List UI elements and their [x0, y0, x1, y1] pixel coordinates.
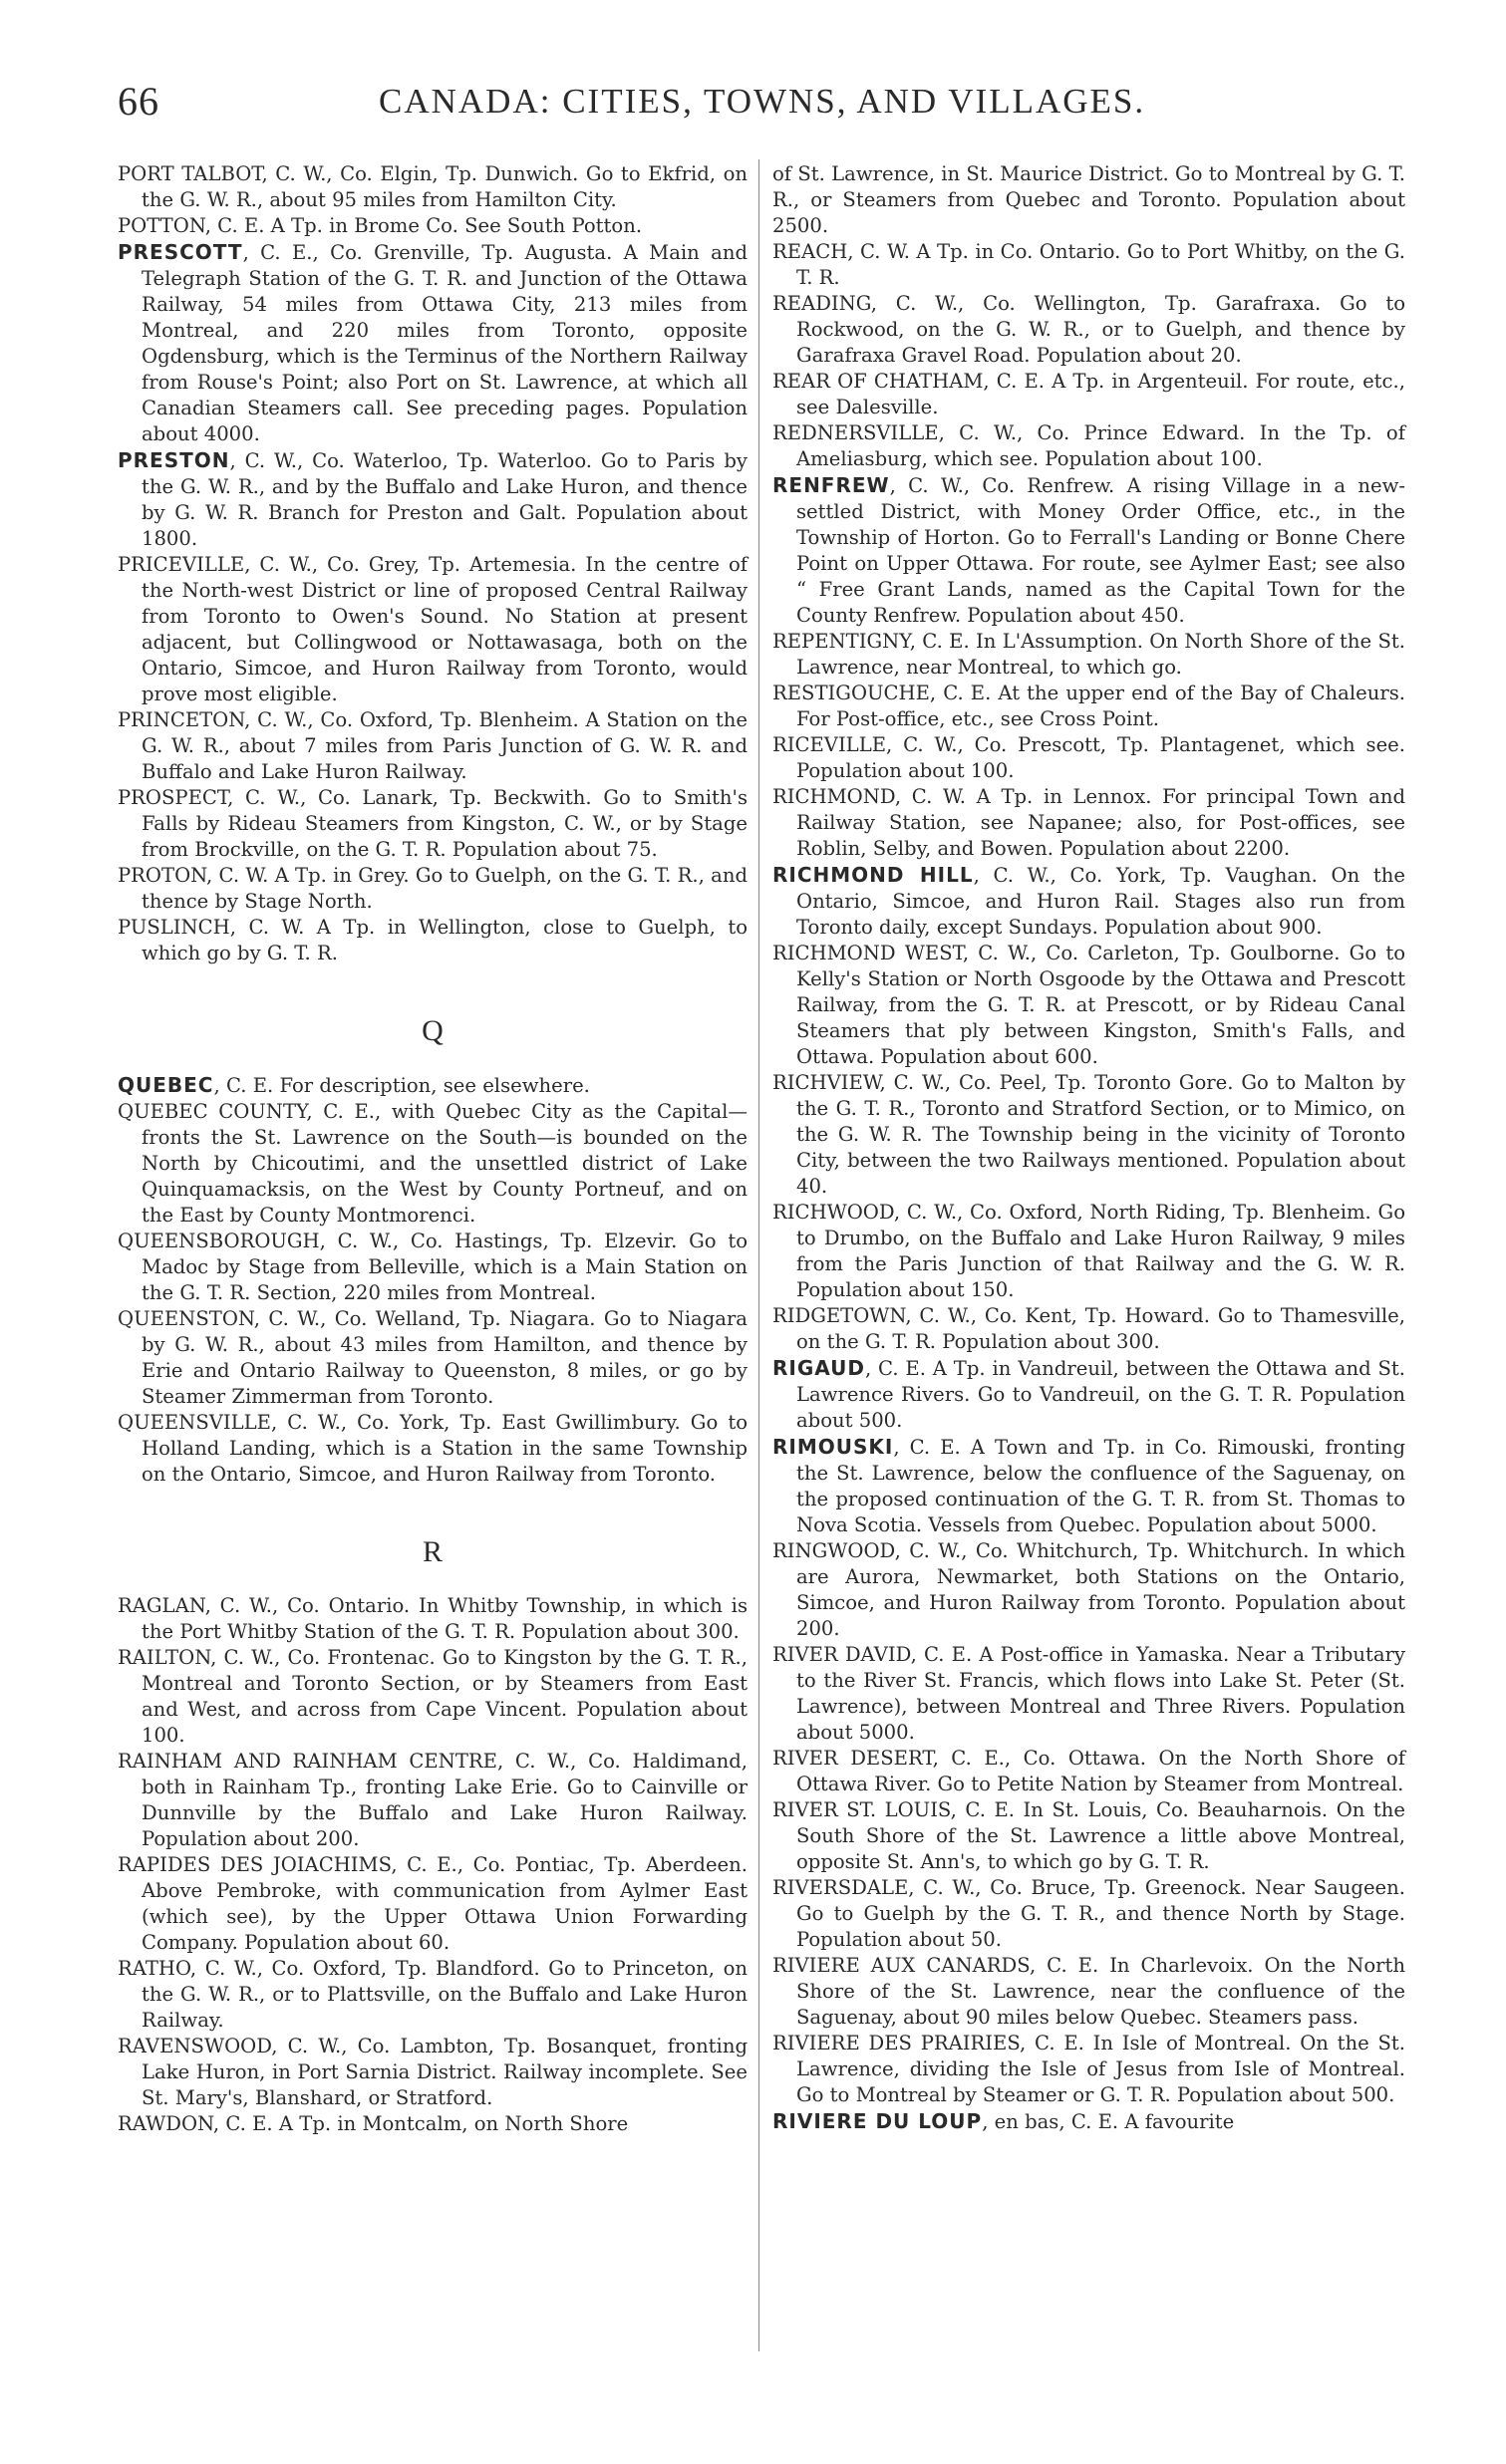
entry-place-name: RIVER DESERT — [772, 1747, 933, 1770]
gazetteer-entry — [118, 1410, 748, 1488]
gazetteer-entry — [772, 1953, 1405, 2031]
entry-description: , C. E. In L'Assumption. On North Shore of the St. Lawrence, near Montreal, to which go. — [796, 630, 1405, 679]
entry-description: , C. E. In Isle of Montreal. On the St. Lawrence, dividing the Isle of Jesus from Isle of Montreal. Go to Montreal by Steamer or G. T. R. Population about 500. — [796, 2032, 1406, 2106]
entry-place-name: RIVIERE AUX CANARDS — [772, 1954, 1030, 1977]
entry-place-name: RIVERSDALE — [772, 1876, 909, 1899]
entry-description: , C. W., Co. Grey, Tp. Artemesia. In the centre of the North-west District or line of proposed Central Railway from Toronto to Owen's Sound. No Station at present adjacent, but Collingwood or Nottawasaga, both on the Ontario, Simcoe, and Huron Railway from Toronto, would prove most eligible. — [142, 553, 748, 705]
gazetteer-entry — [772, 1303, 1405, 1355]
entry-place-name: RICHWOOD — [772, 1201, 894, 1224]
gazetteer-entry — [118, 1593, 748, 1645]
gazetteer-entry — [772, 1875, 1405, 1953]
entry-place-name: RICHMOND HILL — [772, 863, 974, 887]
entry-place-name: READING — [772, 292, 871, 315]
entry-place-name: RIDGETOWN — [772, 1304, 906, 1327]
page-header — [118, 78, 1413, 128]
gazetteer-entry — [772, 2108, 1405, 2135]
entry-description: , C. E. In Charlevoix. On the North Shore of the St. Lawrence, near the confluence of the Saguenay, about 90 miles below Quebec. Steamers pass. — [796, 1954, 1405, 2029]
gazetteer-entry — [118, 1306, 748, 1410]
entry-place-name: RICHMOND — [772, 785, 895, 808]
gazetteer-entry — [118, 1852, 748, 1956]
entries-q — [118, 1072, 748, 1488]
gazetteer-entry — [772, 369, 1405, 420]
entry-place-name: RESTIGOUCHE — [772, 682, 930, 704]
gazetteer-entry — [118, 1956, 748, 2034]
entry-place-name: REPENTIGNY — [772, 630, 910, 653]
gazetteer-entry — [118, 552, 748, 707]
entry-place-name: QUEENSVILLE — [118, 1411, 271, 1434]
section-letter-q: Q — [422, 1014, 444, 1047]
left-column — [118, 161, 748, 2137]
entry-place-name: RICHVIEW — [772, 1071, 880, 1094]
entry-place-name: RAPIDES DES JOIACHIMS — [118, 1853, 392, 1876]
entry-description: , C. W., Co. Frontenac. Go to Kingston by the G. T. R., Montreal and Toronto Section, or by Steamers from East and West, and across from Cape Vincent. Population about 100. — [142, 1646, 748, 1747]
gazetteer-entry — [772, 420, 1405, 472]
gazetteer-entry — [118, 213, 748, 239]
gazetteer-entry — [118, 915, 748, 966]
entry-place-name: RAWDON — [118, 2112, 213, 2135]
entry-place-name: PROSPECT — [118, 786, 228, 809]
entry-description: , C. E., Co. Grenville, Tp. Augusta. A Main and Telegraph Station of the G. T. R. and Junction of the Ottawa Railway, 54 miles from Ottawa City, 213 miles from Montreal, and 220 miles from Toronto, opposite Ogdensburg, which is the Terminus of the Northern Railway from Rouse's Point; also Port on St. Lawrence, at which all Canadian Steamers call. See preceding pages. Population about 4000. — [142, 241, 748, 445]
gazetteer-entry — [772, 1538, 1405, 1642]
entry-description: , C. W. A Tp. in Co. Ontario. Go to Port Whitby, on the G. T. R. — [796, 240, 1405, 289]
gazetteer-entry — [118, 161, 748, 213]
entry-description: , en bas, C. E. A favourite — [982, 2110, 1235, 2133]
entry-place-name: POTTON — [118, 214, 205, 237]
gazetteer-entry — [772, 1200, 1405, 1303]
entry-description: , C. W. A Tp. in Wellington, close to Guelph, to which go by G. T. R. — [142, 916, 748, 964]
entry-place-name: RENFREW — [772, 473, 890, 497]
entry-description: , C. W., Co. Elgin, Tp. Dunwich. Go to Ekfrid, on the G. W. R., about 95 miles from Hamilton City. — [142, 162, 748, 211]
gazetteer-entry — [118, 785, 748, 863]
entry-place-name: RIVER ST. LOUIS — [772, 1798, 951, 1821]
gazetteer-entry — [772, 472, 1405, 629]
entry-place-name: RIGAUD — [772, 1356, 865, 1380]
gazetteer-entry — [118, 239, 748, 447]
gazetteer-entry — [118, 1099, 748, 1229]
entry-description: , C. W., Co. Wellington, Tp. Garafraxa. Go to Rockwood, on the G. W. R., or to Guelph, and thence by Garafraxa Gravel Road. Population about 20. — [796, 292, 1405, 367]
entry-place-name: PROTON — [118, 864, 207, 887]
gazetteer-entry — [118, 1229, 748, 1306]
entry-description: , C. W., Co. Renfrew. A rising Village in a new-settled District, with Money Order Office, etc., in the Township of Horton. Go to Ferrall's Landing or Bonne Chere Point on Upper Ottawa. For route, see Aylmer East; see also “ Free Grant Lands, named as the Capital Town for the County Renfrew. Population about 450. — [796, 474, 1405, 627]
entry-description: , C. E., Co. Pontiac, Tp. Aberdeen. Above Pembroke, with communication from Aylmer East (which see), by the Upper Ottawa Union Forwarding Company. Population about 60. — [142, 1853, 748, 1954]
section-letter-r: R — [422, 1535, 443, 1568]
entry-description: , C. W., Co. Oxford, North Riding, Tp. Blenheim. Go to Drumbo, on the Buffalo and Lake Huron Railway, 9 miles from the Paris Junction of that Railway and the G. W. R. Population about 150. — [796, 1201, 1405, 1301]
entry-description: , C. W., Co. Bruce, Tp. Greenock. Near Saugeen. Go to Guelph by the G. T. R., and thence North by Stage. Population about 50. — [796, 1876, 1405, 1951]
right-column — [772, 161, 1405, 2135]
entry-description: , C. W., Co. Ontario. In Whitby Township, in which is the Port Whitby Station of the G. T. R. Population about 300. — [142, 1594, 748, 1643]
entry-description: , C. E., with Quebec City as the Capital—fronts the St. Lawrence on the South—is bounded on the North by Chicoutimi, and the unsettled district of Lake Quinquamacksis, on the West by County Portneuf, and on the East by County Montmorenci. — [142, 1100, 748, 1227]
entry-description: , C. E. In St. Louis, Co. Beauharnois. On the South Shore of the St. Lawrence a little above Montreal, opposite St. Ann's, to which go by G. T. R. — [796, 1798, 1406, 1873]
page-number: 66 — [118, 79, 159, 124]
entry-place-name: QUEBEC — [118, 1073, 214, 1097]
gazetteer-entry — [772, 681, 1405, 732]
entry-description: , C. W., Co. Oxford, Tp. Blandford. Go to Princeton, on the G. W. R., or to Plattsville, on the Buffalo and Lake Huron Railway. — [142, 1957, 748, 2032]
entry-place-name: REACH — [772, 240, 848, 263]
gazetteer-entry — [772, 1642, 1405, 1746]
entry-place-name: RAGLAN — [118, 1594, 205, 1617]
entry-description: , C. W., Co. Prescott, Tp. Plantagenet, which see. Population about 100. — [796, 733, 1405, 782]
gazetteer-entry — [772, 629, 1405, 681]
entry-place-name: RIVIERE DU LOUP — [772, 2109, 983, 2133]
entry-place-name: RIVER DAVID — [772, 1643, 911, 1666]
gazetteer-entry — [772, 732, 1405, 784]
entries-p — [118, 161, 748, 966]
gazetteer-entry — [772, 1355, 1405, 1434]
entry-place-name: QUEENSBOROUGH — [118, 1230, 320, 1252]
entry-place-name: PORT TALBOT — [118, 162, 262, 185]
entry-place-name: PUSLINCH — [118, 916, 230, 939]
entry-place-name: RAVENSWOOD — [118, 2035, 272, 2057]
entries-right — [772, 239, 1405, 2135]
gazetteer-entry — [118, 1072, 748, 1099]
entry-place-name: REAR OF CHATHAM — [772, 370, 984, 393]
entry-place-name: RIVIERE DES PRAIRIES — [772, 2032, 1021, 2054]
entry-place-name: RIMOUSKI — [772, 1435, 894, 1459]
entry-description: , C. W., Co. Whitchurch, Tp. Whitchurch. In which are Aurora, Newmarket, both Stations on the Ontario, Simcoe, and Huron Railway from Toronto. Population about 200. — [796, 1539, 1405, 1640]
gazetteer-entry — [772, 941, 1405, 1070]
gazetteer-entry — [772, 2031, 1405, 2108]
entries-r — [118, 1593, 748, 2137]
entry-place-name: RICHMOND WEST — [772, 942, 963, 964]
entry-description: , C. E. A Post-office in Yamaska. Near a Tributary to the River St. Francis, which flows into Lake St. Peter (St. Lawrence), between Montreal and Three Rivers. Population about 5000. — [796, 1643, 1405, 1744]
gazetteer-entry — [772, 1434, 1405, 1538]
entry-description: , C. W., Co. Peel, Tp. Toronto Gore. Go to Malton by the G. T. R., Toronto and Stratford Section, or to Mimico, on the G. W. R. The Township being in the vicinity of Toronto City, between the two Railways mentioned. Population about 40. — [796, 1071, 1405, 1198]
entry-place-name: PRINCETON — [118, 708, 245, 731]
entry-description: , C. W., Co. York, Tp. Vaughan. On the Ontario, Simcoe, and Huron Rail. Stages also run from Toronto daily, except Sundays. Population about 900. — [796, 864, 1405, 939]
entry-description: , C. W., Co. York, Tp. East Gwillimbury. Go to Holland Landing, which is a Station in the same Township on the Ontario, Simcoe, and Huron Railway from Toronto. — [142, 1411, 748, 1486]
gazetteer-entry — [118, 707, 748, 785]
continued-entry-text: of St. Lawrence, in St. Maurice District. Go to Montreal by G. T. R., or Steamers from Quebec and Toronto. Population about 2500. — [772, 162, 1405, 237]
gazetteer-entry — [118, 1749, 748, 1852]
entry-description: , C. E., Co. Ottawa. On the North Shore of Ottawa River. Go to Petite Nation by Steamer from Montreal. — [796, 1747, 1405, 1795]
entry-description: , C. W., Co. Hastings, Tp. Elzevir. Go to Madoc by Stage from Belleville, which is a Main Station on the G. T. R. Section, 220 miles from Montreal. — [142, 1230, 748, 1304]
gazetteer-entry — [772, 1746, 1405, 1797]
entry-place-name: RATHO — [118, 1957, 190, 1980]
gazetteer-entry — [772, 1070, 1405, 1200]
gazetteer-entry — [772, 1797, 1405, 1875]
entry-description: , C. E. A Tp. in Argenteuil. For route, etc., see Dalesville. — [796, 370, 1405, 418]
gazetteer-entry — [772, 784, 1405, 862]
entry-place-name: PRESTON — [118, 448, 230, 472]
gazetteer-entry — [118, 1645, 748, 1749]
entry-description: , C. E. At the upper end of the Bay of Chaleurs. For Post-office, etc., see Cross Point. — [796, 682, 1405, 730]
entry-description: , C. W., Co. Oxford, Tp. Blenheim. A Station on the G. W. R., about 7 miles from Paris Junction of G. W. R. and Buffalo and Lake Huron Railway. — [142, 708, 748, 783]
entry-description: , C. E. A Tp. in Vandreuil, between the Ottawa and St. Lawrence Rivers. Go to Vandreuil, on the G. T. R. Population about 500. — [796, 1357, 1405, 1432]
entry-description: , C. W., Co. Haldimand, both in Rainham Tp., fronting Lake Erie. Go to Cainville or Dunnville by the Buffalo and Lake Huron Railway. Population about 200. — [142, 1750, 748, 1850]
entry-description: , C. W., Co. Lanark, Tp. Beckwith. Go to Smith's Falls by Rideau Steamers from Kingston, C. W., or by Stage from Brockville, on the G. T. R. Population about 75. — [142, 786, 748, 861]
gazetteer-entry — [118, 2111, 748, 2137]
entry-place-name: RINGWOOD — [772, 1539, 895, 1562]
entry-description: , C. E. A Tp. in Montcalm, on North Shore — [212, 2112, 629, 2135]
entry-description: , C. W., Co. Prince Edward. In the Tp. of Ameliasburg, which see. Population about 100. — [796, 421, 1405, 470]
entry-description: , C. E. For description, see elsewhere. — [213, 1074, 590, 1097]
gazetteer-entry — [118, 863, 748, 915]
entry-place-name: RAILTON — [118, 1646, 211, 1669]
entry-description: , C. W. A Tp. in Lennox. For principal Town and Railway Station, see Napanee; also, for Post-offices, see Roblin, Selby, and Bowen. Population about 2200. — [796, 785, 1405, 860]
entry-description: , C. W. A Tp. in Grey. Go to Guelph, on the G. T. R., and thence by Stage North. — [142, 864, 748, 913]
gazetteer-entry — [772, 239, 1405, 291]
gazetteer-entry — [772, 291, 1405, 369]
gazetteer-entry — [772, 862, 1405, 941]
gazetteer-entry — [118, 2034, 748, 2111]
entry-description: , C. W., Co. Kent, Tp. Howard. Go to Thamesville, on the G. T. R. Population about 300. — [796, 1304, 1405, 1353]
entry-description: , C. W., Co. Waterloo, Tp. Waterloo. Go to Paris by the G. W. R., and by the Buffalo and Lake Huron, and thence by G. W. R. Branch for Preston and Galt. Population about 1800. — [142, 449, 748, 550]
entry-place-name: RICEVILLE — [772, 733, 887, 756]
entry-description: , C. W., Co. Welland, Tp. Niagara. Go to Niagara by G. W. R., about 43 miles from Hamilton, and thence by Erie and Ontario Railway to Queenston, 8 miles, or go by Steamer Zimmerman from Toronto. — [142, 1307, 748, 1408]
entry-place-name: REDNERSVILLE — [772, 421, 939, 444]
column-divider — [758, 159, 759, 2351]
entry-place-name: RAINHAM AND RAINHAM CENTRE — [118, 1750, 497, 1773]
gazetteer-entry — [118, 447, 748, 552]
running-title: CANADA: CITIES, TOWNS, AND VILLAGES. — [379, 82, 1146, 121]
entry-place-name: QUEENSTON — [118, 1307, 254, 1330]
entry-description: , C. W., Co. Lambton, Tp. Bosanquet, fronting Lake Huron, in Port Sarnia District. Railway incomplete. See St. Mary's, Blanshard, or Stratford. — [142, 2035, 748, 2109]
entry-place-name: QUEBEC COUNTY — [118, 1100, 307, 1123]
entry-description: , C. E. A Town and Tp. in Co. Rimouski, fronting the St. Lawrence, below the confluence of the Saguenay, on the proposed continuation of the G. T. R. from St. Thomas to Nova Scotia. Vessels from Quebec. Population about 5000. — [796, 1436, 1405, 1536]
entry-description: , C. W., Co. Carleton, Tp. Goulborne. Go to Kelly's Station or North Osgoode by the Ottawa and Prescott Railway, from the G. T. R. at Prescott, or by Rideau Canal Steamers that ply between Kingston, Smith's Falls, and Ottawa. Population about 600. — [796, 942, 1405, 1068]
entry-place-name: PRICEVILLE — [118, 553, 245, 576]
entry-place-name: PRESCOTT — [118, 240, 243, 264]
entry-description: , C. E. A Tp. in Brome Co. See South Potton. — [204, 214, 643, 237]
